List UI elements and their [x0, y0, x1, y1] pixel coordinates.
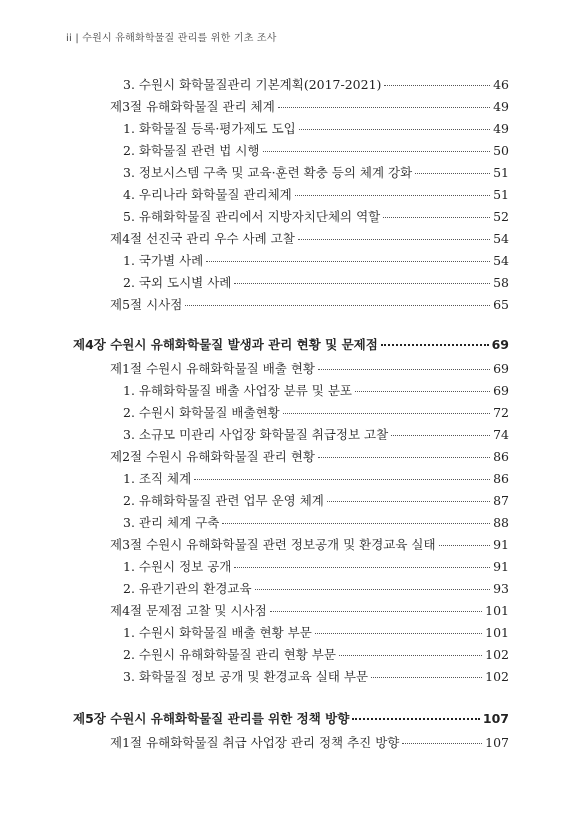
toc-entry-page: 69 — [491, 337, 509, 352]
toc-entry-item[interactable] — [123, 209, 509, 225]
dot-leader — [327, 501, 490, 502]
dot-leader — [206, 261, 490, 262]
toc-entry-title: 4. 우리나라 화학물질 관리체계 — [123, 187, 292, 202]
toc-entry-item[interactable] — [123, 427, 509, 443]
dot-leader — [439, 545, 491, 546]
toc-entry-page: 102 — [485, 669, 509, 684]
toc-entry-section[interactable] — [110, 361, 509, 377]
toc-entry-title: 5. 유해화학물질 관리에서 지방자치단체의 역할 — [123, 209, 381, 224]
dot-leader — [298, 239, 490, 240]
toc-entry-page: 91 — [493, 537, 509, 552]
toc-entry-title: 1. 화학물질 등록·평가제도 도입 — [123, 121, 296, 136]
toc-entry-section[interactable] — [110, 735, 509, 751]
dot-leader — [315, 633, 482, 634]
toc-entry-title: 1. 유해화학물질 배출 사업장 분류 및 분포 — [123, 383, 352, 398]
toc-entry-item[interactable] — [123, 471, 509, 487]
toc-entry-title: 제2절 수원시 유해화학물질 관리 현황 — [110, 449, 315, 464]
toc-entry-title: 제4절 문제점 고찰 및 시사점 — [110, 603, 267, 618]
dot-leader — [255, 589, 491, 590]
toc-entry-page: 86 — [493, 449, 509, 464]
toc-entry-title: 제1절 수원시 유해화학물질 배출 현황 — [110, 361, 315, 376]
toc-entry-item[interactable] — [123, 383, 509, 399]
toc-entry-title: 2. 국외 도시별 사례 — [123, 275, 232, 290]
toc-entry-item[interactable] — [123, 493, 509, 509]
dot-leader — [402, 743, 482, 744]
toc-entry-page: 69 — [493, 361, 509, 376]
toc-entry-item[interactable] — [123, 165, 509, 181]
dot-leader — [352, 718, 480, 720]
toc-entry-item[interactable] — [123, 77, 509, 93]
toc-entry-section[interactable] — [110, 449, 509, 465]
dot-leader — [185, 305, 490, 306]
dot-leader — [355, 391, 490, 392]
toc-entry-page: 69 — [493, 383, 509, 398]
toc-entry-item[interactable] — [123, 515, 509, 531]
toc-entry-title: 2. 수원시 화학물질 배출현황 — [123, 405, 280, 420]
toc-entry-title: 1. 국가별 사례 — [123, 253, 204, 268]
toc-entry-title: 1. 수원시 화학물질 배출 현황 부문 — [123, 625, 312, 640]
toc-entry-item[interactable] — [123, 405, 509, 421]
toc-entry-title: 2. 유관기관의 환경교육 — [123, 581, 252, 596]
toc-entry-section[interactable] — [110, 537, 509, 553]
toc-entry-title: 3. 수원시 화학물질관리 기본계획(2017-2021) — [123, 77, 382, 92]
toc-entry-title: 제4절 선진국 관리 우수 사례 고찰 — [110, 231, 295, 246]
toc-entry-page: 86 — [493, 471, 509, 486]
toc-entry-page: 102 — [485, 647, 509, 662]
toc-entry-chapter[interactable] — [73, 337, 509, 353]
toc-entry-title: 제3절 수원시 유해화학물질 관련 정보공개 및 환경교육 실태 — [110, 537, 436, 552]
toc-entry-page: 72 — [493, 405, 509, 420]
dot-leader — [415, 173, 490, 174]
toc-entry-title: 제3절 유해화학물질 관리 체계 — [110, 99, 275, 114]
toc-entry-page: 65 — [493, 297, 509, 312]
dot-leader — [318, 369, 490, 370]
toc-entry-page: 50 — [493, 143, 509, 158]
dot-leader — [278, 107, 490, 108]
toc-entry-item[interactable] — [123, 121, 509, 137]
dot-leader — [295, 195, 490, 196]
dot-leader — [234, 567, 490, 568]
toc-entry-title: 제5절 시사점 — [110, 297, 183, 312]
toc-entry-page: 107 — [485, 735, 509, 750]
toc-entry-page: 51 — [493, 165, 509, 180]
dot-leader — [299, 129, 490, 130]
toc-entry-section[interactable] — [110, 297, 509, 313]
dot-leader — [270, 611, 482, 612]
toc-entry-item[interactable] — [123, 187, 509, 203]
toc-entry-item[interactable] — [123, 559, 509, 575]
toc-entry-page: 93 — [493, 581, 509, 596]
toc-entry-item[interactable] — [123, 647, 509, 663]
dot-leader — [339, 655, 482, 656]
toc-entry-page: 49 — [493, 121, 509, 136]
toc-entry-page: 101 — [485, 625, 509, 640]
toc-entry-item[interactable] — [123, 625, 509, 641]
dot-leader — [194, 479, 490, 480]
toc-entry-page: 101 — [485, 603, 509, 618]
dot-leader — [234, 283, 490, 284]
toc-entry-title: 제1절 유해화학물질 취급 사업장 관리 정책 추진 방향 — [110, 735, 400, 750]
toc-entry-item[interactable] — [123, 275, 509, 291]
dot-leader — [318, 457, 490, 458]
toc-entry-page: 54 — [493, 231, 509, 246]
toc-entry-page: 49 — [493, 99, 509, 114]
toc-entry-page: 88 — [493, 515, 509, 530]
toc-entry-chapter[interactable] — [73, 711, 509, 727]
toc-entry-section[interactable] — [110, 231, 509, 247]
dot-leader — [263, 151, 491, 152]
running-head: ii | 수원시 유해화학물질 관리를 위한 기초 조사 — [66, 33, 277, 44]
toc-entry-page: 58 — [493, 275, 509, 290]
toc-entry-item[interactable] — [123, 581, 509, 597]
toc-entry-page: 54 — [493, 253, 509, 268]
toc-entry-title: 2. 유해화학물질 관련 업무 운영 체계 — [123, 493, 324, 508]
toc-entry-page: 107 — [482, 711, 509, 726]
dot-leader — [283, 413, 490, 414]
toc-entry-title: 3. 정보시스템 구축 및 교육·훈련 확충 등의 체계 강화 — [123, 165, 413, 180]
toc-entry-title: 2. 화학물질 관련 법 시행 — [123, 143, 260, 158]
toc-entry-title: 2. 수원시 유해화학물질 관리 현황 부문 — [123, 647, 336, 662]
toc-entry-title: 3. 화학물질 정보 공개 및 환경교육 실태 부문 — [123, 669, 369, 684]
toc-entry-item[interactable] — [123, 143, 509, 159]
toc-entry-item[interactable] — [123, 253, 509, 269]
toc-entry-page: 87 — [493, 493, 509, 508]
toc-entry-page: 52 — [493, 209, 509, 224]
dot-leader — [384, 85, 490, 86]
dot-leader — [391, 435, 490, 436]
toc-entry-title: 1. 조직 체계 — [123, 471, 192, 486]
toc-entry-title: 제4장 수원시 유해화학물질 발생과 관리 현황 및 문제점 — [73, 337, 378, 352]
dot-leader — [222, 523, 490, 524]
toc-entry-section[interactable] — [110, 99, 509, 115]
toc-entry-title: 3. 관리 체계 구축 — [123, 515, 220, 530]
toc-entry-page: 46 — [493, 77, 509, 92]
toc-entry-title: 제5장 수원시 유해화학물질 관리를 위한 정책 방향 — [73, 711, 350, 726]
toc-entry-title: 1. 수원시 정보 공개 — [123, 559, 232, 574]
toc-entry-item[interactable] — [123, 669, 509, 685]
toc-entry-title: 3. 소규모 미관리 사업장 화학물질 취급정보 고찰 — [123, 427, 389, 442]
toc-entry-section[interactable] — [110, 603, 509, 619]
dot-leader — [371, 677, 482, 678]
dot-leader — [383, 217, 490, 218]
dot-leader — [381, 344, 489, 346]
toc-entry-page: 91 — [493, 559, 509, 574]
toc-entry-page: 51 — [493, 187, 509, 202]
toc-entry-page: 74 — [493, 427, 509, 442]
